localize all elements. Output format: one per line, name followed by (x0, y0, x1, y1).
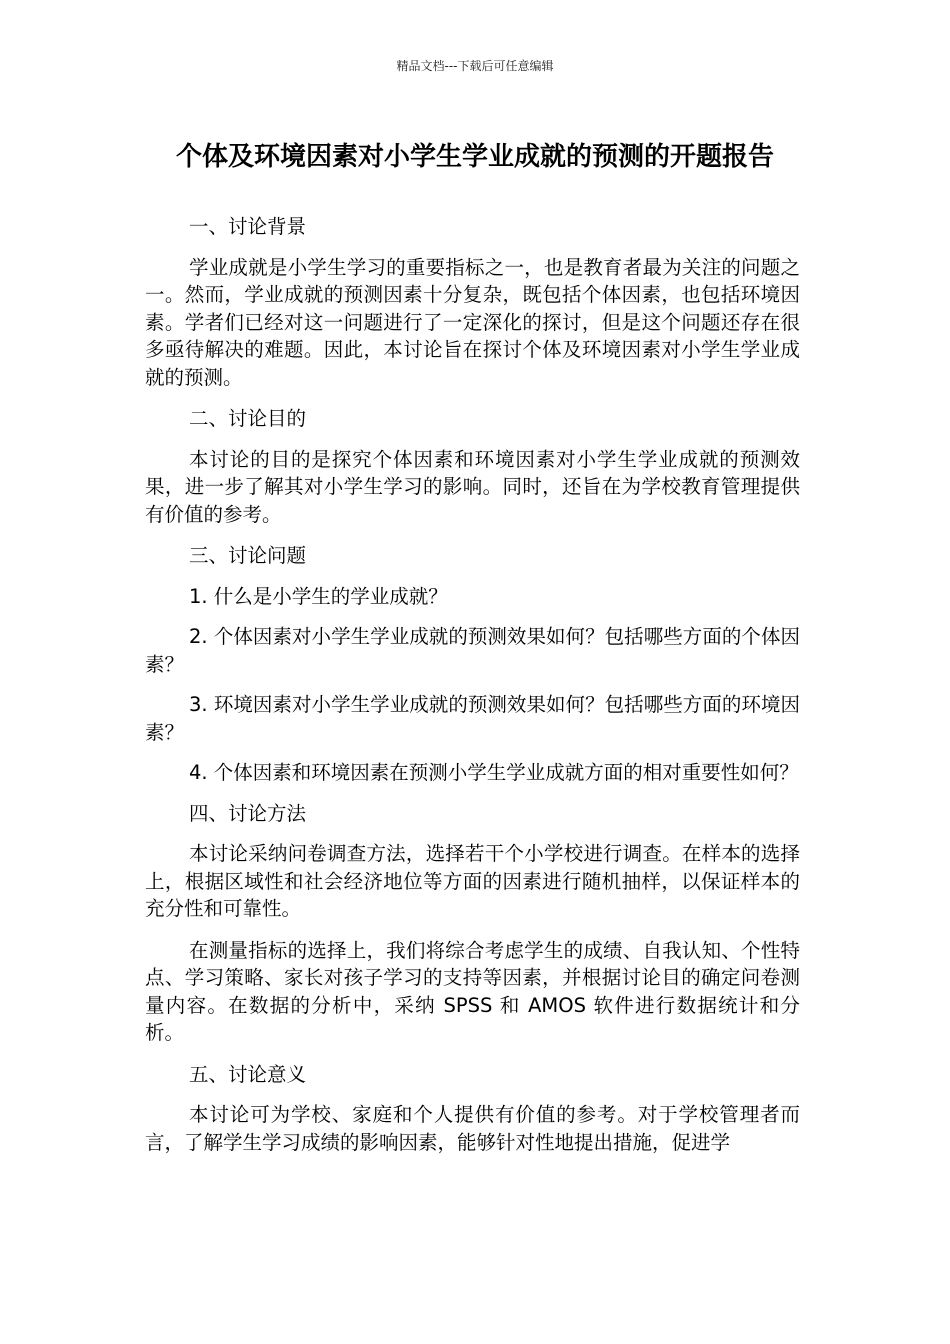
question-item-1: 1. 什么是小学生的学业成就？ (189, 584, 448, 608)
section-heading-methods: 四、讨论方法 (189, 801, 307, 825)
question-item-2: 2. 个体因素对小学生学业成就的预测效果如何？包括哪些方面的个体因素？ (145, 625, 800, 676)
section-heading-background: 一、讨论背景 (189, 215, 307, 238)
document-title: 个体及环境因素对小学生学业成就的预测的开题报告 (175, 142, 774, 172)
question-item-3: 3. 环境因素对小学生学业成就的预测效果如何？包括哪些方面的环境因素？ (145, 693, 800, 744)
header-note: 精品文档---下载后可任意编辑 (396, 59, 554, 73)
section-heading-purpose: 二、讨论目的 (189, 407, 307, 430)
methods-paragraph-1: 本讨论采纳问卷调查方法，选择若干个小学校进行调查。在样本的选择上，根据区域性和社会经济地位等方面的因素进行随机抽样，以保证样本的充分性和可靠性。 (145, 842, 800, 920)
background-paragraph: 学业成就是小学生学习的重要指标之一，也是教育者最为关注的问题之一。然而，学业成就的预测因素十分复杂，既包括个体因素，也包括环境因素。学者们已经对这一问题进行了一定深化的探讨，但是这个问题还存在很多亟待解决的难题。因此，本讨论旨在探讨个体及环境因素对小学生学业成就的预测。 (145, 255, 800, 389)
question-item-4: 4. 个体因素和环境因素在预测小学生学业成就方面的相对重要性如何？ (189, 761, 799, 784)
methods-paragraph-2: 在测量指标的选择上，我们将综合考虑学生的成绩、自我认知、个性特点、学习策略、家长对孩子学习的支持等因素，并根据讨论目的确定问卷测量内容。在数据的分析中，采纳 SPSS 和 AMOS 软件进行数据统计和分析。 (145, 938, 800, 1044)
document-body (145, 213, 800, 1170)
section-heading-questions: 三、讨论问题 (189, 544, 307, 567)
significance-paragraph: 本讨论可为学校、家庭和个人提供有价值的参考。对于学校管理者而言，了解学生学习成绩的影响因素，能够针对性地提出措施，促进学 (145, 1103, 800, 1154)
purpose-paragraph: 本讨论的目的是探究个体因素和环境因素对小学生学业成就的预测效果，进一步了解其对小学生学习的影响。同时，还旨在为学校教育管理提供有价值的参考。 (145, 447, 800, 526)
section-heading-significance: 五、讨论意义 (189, 1062, 307, 1086)
